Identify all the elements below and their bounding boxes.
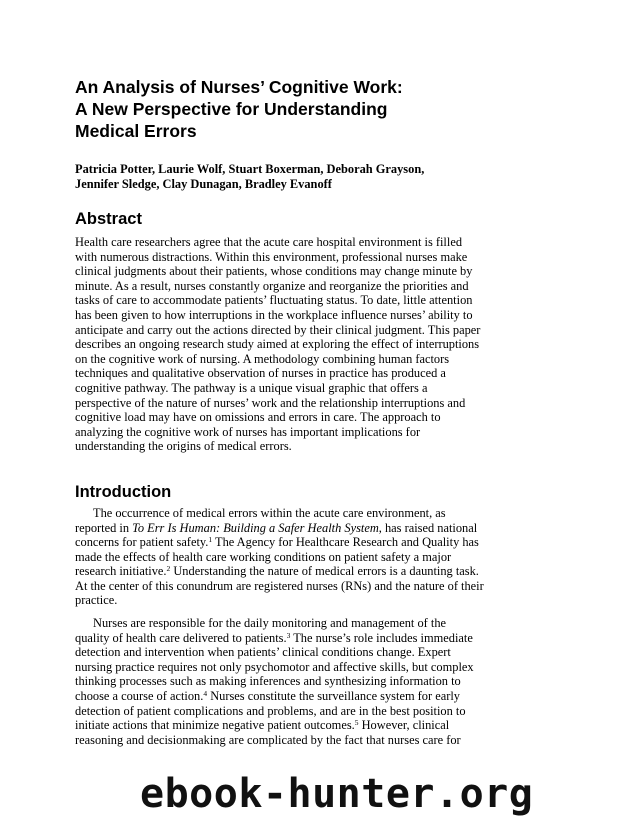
- text-line: nursing practice requires not only psychomotor and affective skills, but complex: [75, 659, 474, 674]
- watermark: ebook-hunter.org: [140, 771, 534, 817]
- text-line: concerns for patient safety.$^1$ The Agency for Healthcare Research and Quality has: [75, 535, 479, 550]
- abstract-paragraph: [75, 235, 490, 454]
- text-line: tasks of care to accommodate patients’ fluctuating status. To date, little attention: [75, 293, 473, 308]
- paper-page: [75, 76, 490, 747]
- text-line: detection and intervention when patients’ clinical conditions change. Expert: [75, 645, 451, 660]
- citation-marker: 1: [208, 535, 213, 545]
- text-line: on the cognitive work of nursing. A methodology combining human factors: [75, 351, 450, 366]
- book-title: To Err Is Human: Building a Safer Health System: [132, 520, 379, 535]
- title-line: A New Perspective for Understanding: [75, 99, 388, 119]
- text-line: At the center of this conundrum are registered nurses (RNs) and the nature of their: [75, 578, 484, 593]
- citation-marker: 2: [166, 564, 171, 574]
- text-line: has been given to how interruptions in the workplace influence nurses’ ability to: [75, 307, 473, 322]
- text-line: The occurrence of medical errors within the acute care environment, as: [93, 505, 446, 520]
- title-line: Medical Errors: [75, 121, 197, 141]
- citation-marker: 5: [354, 718, 359, 728]
- text-line: Health care researchers agree that the acute care hospital environment is filled: [75, 235, 463, 249]
- abstract-heading: Abstract: [75, 210, 142, 228]
- citation-marker: 4: [203, 689, 208, 699]
- author-line: Jennifer Sledge, Clay Dunagan, Bradley Evanoff: [75, 177, 332, 191]
- text-line: choose a course of action.$^4$ Nurses constitute the surveillance system for early: [75, 689, 460, 704]
- text-line: reported in To Err Is Human: Building a Safer Health System, has raised national: [75, 520, 478, 535]
- introduction-heading: Introduction: [75, 482, 172, 501]
- text-line: made the effects of health care working conditions on patient safety a major: [75, 549, 452, 564]
- text-line: thinking processes such as making inferences and synthesizing information to: [75, 674, 461, 689]
- text-line: clinical judgments about their patients, whose conditions may change minute by: [75, 264, 473, 279]
- title-line: An Analysis of Nurses’ Cognitive Work:: [75, 77, 403, 97]
- text-line: detection of patient complications and problems, and are in the best position to: [75, 703, 466, 718]
- text-line: describes an ongoing research study aimed at exploring the effect of interruptions: [75, 337, 480, 352]
- text-line: understanding the origins of medical errors.: [75, 439, 292, 454]
- text-line: practice.: [75, 593, 118, 608]
- introduction-paragraph-1: [75, 506, 490, 608]
- text-line: perspective of the nature of nurses’ work and the relationship interruptions and: [75, 395, 466, 410]
- text-line: Nurses are responsible for the daily monitoring and management of the: [93, 616, 447, 631]
- paper-title: [75, 76, 490, 142]
- text-line: research initiative.$^2$ Understanding the nature of medical errors is a daunting task.: [75, 564, 479, 579]
- text-line: anticipate and carry out the actions directed by their clinical judgment. This paper: [75, 322, 481, 337]
- text-line: techniques and qualitative observation of nurses in practice has produced a: [75, 366, 446, 381]
- text-line: analyzing the cognitive work of nurses has important implications for: [75, 424, 421, 439]
- text-line: reasoning and decisionmaking are complicated by the fact that nurses care for: [75, 732, 461, 747]
- text-line: minute. As a result, nurses constantly organize and reorganize the priorities and: [75, 278, 469, 293]
- author-line: Patricia Potter, Laurie Wolf, Stuart Boxerman, Deborah Grayson,: [75, 162, 425, 176]
- text-line: initiate actions that minimize negative patient outcomes.$^5$ However, clinical: [75, 718, 450, 733]
- text-line: cognitive load may have on omissions and errors in care. The approach to: [75, 410, 441, 425]
- text-line: with numerous distractions. Within this environment, professional nurses make: [75, 249, 468, 264]
- author-list: [75, 162, 490, 192]
- introduction-paragraph-2: [75, 616, 490, 747]
- citation-marker: 3: [286, 630, 291, 640]
- text-line: cognitive pathway. The pathway is a unique visual graphic that offers a: [75, 380, 428, 395]
- text-line: quality of health care delivered to patients.$^3$ The nurse’s role includes immediate: [75, 630, 473, 645]
